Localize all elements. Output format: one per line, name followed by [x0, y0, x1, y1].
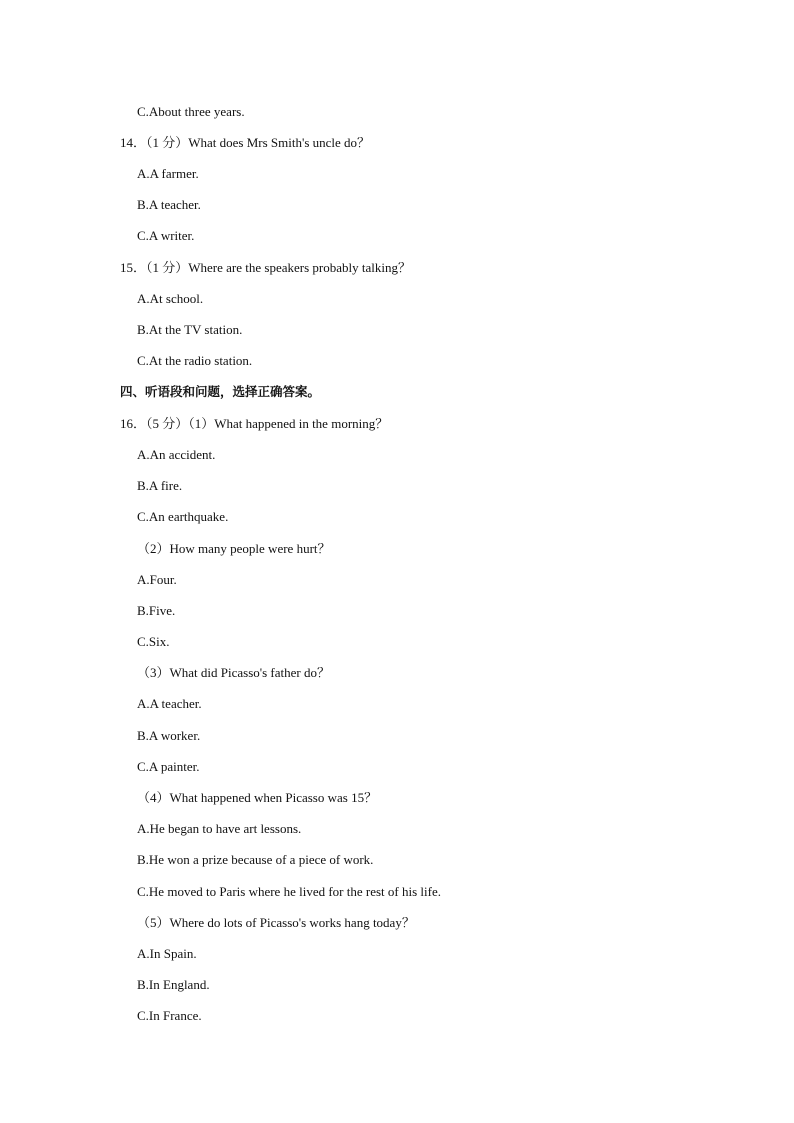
q14-option-a: A.A farmer. — [137, 166, 199, 181]
q16-3-option-a: A.A teacher. — [137, 696, 202, 711]
q15-option-c: C.At the radio station. — [137, 353, 253, 368]
q16-4-option-a: A.He began to have art lessons. — [137, 821, 302, 836]
q15-option-b: B.At the TV station. — [137, 322, 243, 337]
question-16-1: 16．（5 分）（1）What happened in the morning？ — [120, 416, 389, 431]
q16-2-option-b: B.Five. — [137, 603, 176, 618]
section-heading: 四、听语段和问题，选择正确答案。 — [120, 384, 321, 399]
q16-5-option-c: C.In France. — [137, 1008, 202, 1023]
question-15: 15．（1 分）Where are the speakers probably talking？ — [120, 260, 411, 275]
q16-3-option-b: B.A worker. — [137, 728, 201, 743]
q16-3-option-c: C.A painter. — [137, 759, 200, 774]
q16-5-option-b: B.In England. — [137, 977, 210, 992]
question-16-3: （3）What did Picasso's father do？ — [137, 665, 330, 680]
q15-option-a: A.At school. — [137, 291, 204, 306]
q16-2-option-a: A.Four. — [137, 572, 177, 587]
q13-option-c: C.About three years. — [137, 104, 245, 119]
q16-1-option-a: A.An accident. — [137, 447, 216, 462]
q14-option-c: C.A writer. — [137, 228, 195, 243]
question-16-2: （2）How many people were hurt？ — [137, 541, 331, 556]
q14-option-b: B.A teacher. — [137, 197, 201, 212]
q16-2-option-c: C.Six. — [137, 634, 170, 649]
question-16-5: （5）Where do lots of Picasso's works hang today？ — [137, 915, 415, 930]
q16-5-option-a: A.In Spain. — [137, 946, 197, 961]
question-16-4: （4）What happened when Picasso was 15？ — [137, 790, 378, 805]
q16-4-option-c: C.He moved to Paris where he lived for the rest of his life. — [137, 884, 441, 899]
q16-4-option-b: B.He won a prize because of a piece of work. — [137, 852, 374, 867]
q16-1-option-b: B.A fire. — [137, 478, 183, 493]
q16-1-option-c: C.An earthquake. — [137, 509, 229, 524]
question-14: 14．（1 分）What does Mrs Smith's uncle do？ — [120, 135, 371, 150]
